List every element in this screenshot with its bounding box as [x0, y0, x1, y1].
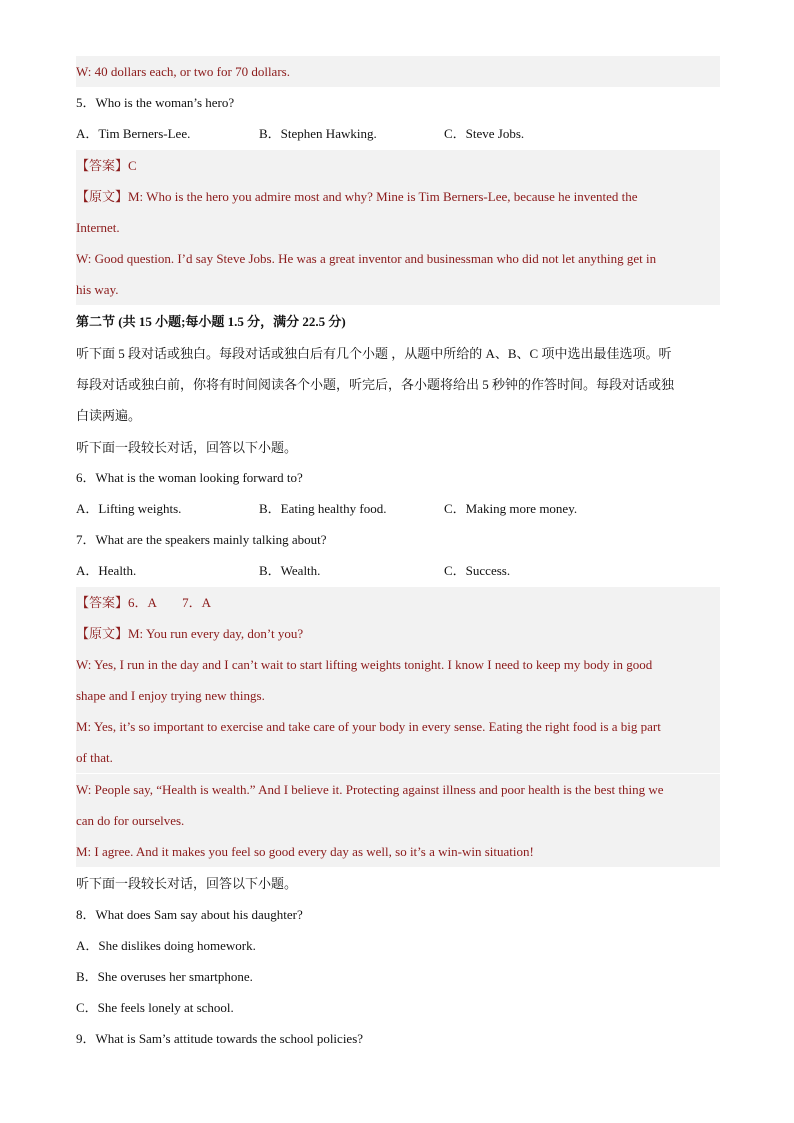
transcript-line: M: I agree. And it makes you feel so good every day as well, so it’s a win-win situation!	[76, 836, 720, 867]
transcript-line: of that.	[76, 742, 720, 773]
transcript-line: W: Good question. I’d say Steve Jobs. He was a great inventor and businessman who did not let anything get in	[76, 243, 720, 274]
transcript-line: can do for ourselves.	[76, 805, 720, 836]
question-6: 6．What is the woman looking forward to?	[76, 470, 303, 485]
answer-5: 【答案】C	[76, 150, 720, 181]
option-a: A．Lifting weights.	[76, 501, 182, 516]
question-8: 8．What does Sam say about his daughter?	[76, 907, 303, 922]
conversation-intro: 听下面一段较长对话，回答以下小题。	[76, 876, 298, 891]
option-a: A．Health.	[76, 563, 137, 578]
option-b: B．Stephen Hawking.	[259, 126, 377, 141]
options-6	[76, 493, 720, 524]
option-c: C．Steve Jobs.	[444, 126, 525, 141]
transcript-line: his way.	[76, 274, 720, 305]
transcript-line: Internet.	[76, 212, 720, 243]
option-b: B．Eating healthy food.	[259, 501, 387, 516]
option-a: A．Tim Berners-Lee.	[76, 126, 191, 141]
transcript-line: M: Yes, it’s so important to exercise and take care of your body in every sense. Eating the right food is a big part	[76, 711, 720, 742]
instruction-line: 白读两遍。	[76, 408, 142, 423]
options-7	[76, 555, 720, 586]
instruction-line: 每段对话或独白前，你将有时间阅读各个小题，听完后，各小题将给出 5 秒钟的作答时间。每段对话或独	[76, 377, 675, 392]
option-b: B．Wealth.	[259, 563, 321, 578]
transcript-line: 【原文】M: Who is the hero you admire most and why? Mine is Tim Berners-Lee, because he invented the	[76, 181, 720, 212]
question-7: 7．What are the speakers mainly talking about?	[76, 532, 327, 547]
answer-6-7: 【答案】6．A 7．A	[76, 587, 720, 618]
transcript-line: shape and I enjoy trying new things.	[76, 680, 720, 711]
option-c: C．Making more money.	[444, 501, 578, 516]
option-c: C．Success.	[444, 563, 511, 578]
conversation-intro: 听下面一段较长对话，回答以下小题。	[76, 440, 298, 455]
option-c: C．She feels lonely at school.	[76, 1000, 234, 1015]
option-b: B．She overuses her smartphone.	[76, 969, 253, 984]
transcript-line: W: People say, “Health is wealth.” And I believe it. Protecting against illness and poor health is the best thing we	[76, 774, 720, 805]
option-a: A．She dislikes doing homework.	[76, 938, 256, 953]
transcript-line: W: 40 dollars each, or two for 70 dollars.	[76, 56, 720, 87]
transcript-line: 【原文】M: You run every day, don’t you?	[76, 618, 720, 649]
transcript-line: W: Yes, I run in the day and I can’t wait to start lifting weights tonight. I know I need to keep my body in good	[76, 649, 720, 680]
question-5: 5．Who is the woman’s hero?	[76, 95, 235, 110]
options-5	[76, 118, 720, 149]
question-9: 9．What is Sam’s attitude towards the school policies?	[76, 1031, 364, 1046]
section-2-title: 第二节 (共 15 小题;每小题 1.5 分，满分 22.5 分)	[76, 314, 346, 329]
instruction-line: 听下面 5 段对话或独白。每段对话或独白后有几个小题 ，从题中所给的 A、B、C 项中选出最佳选项。听	[76, 346, 672, 361]
